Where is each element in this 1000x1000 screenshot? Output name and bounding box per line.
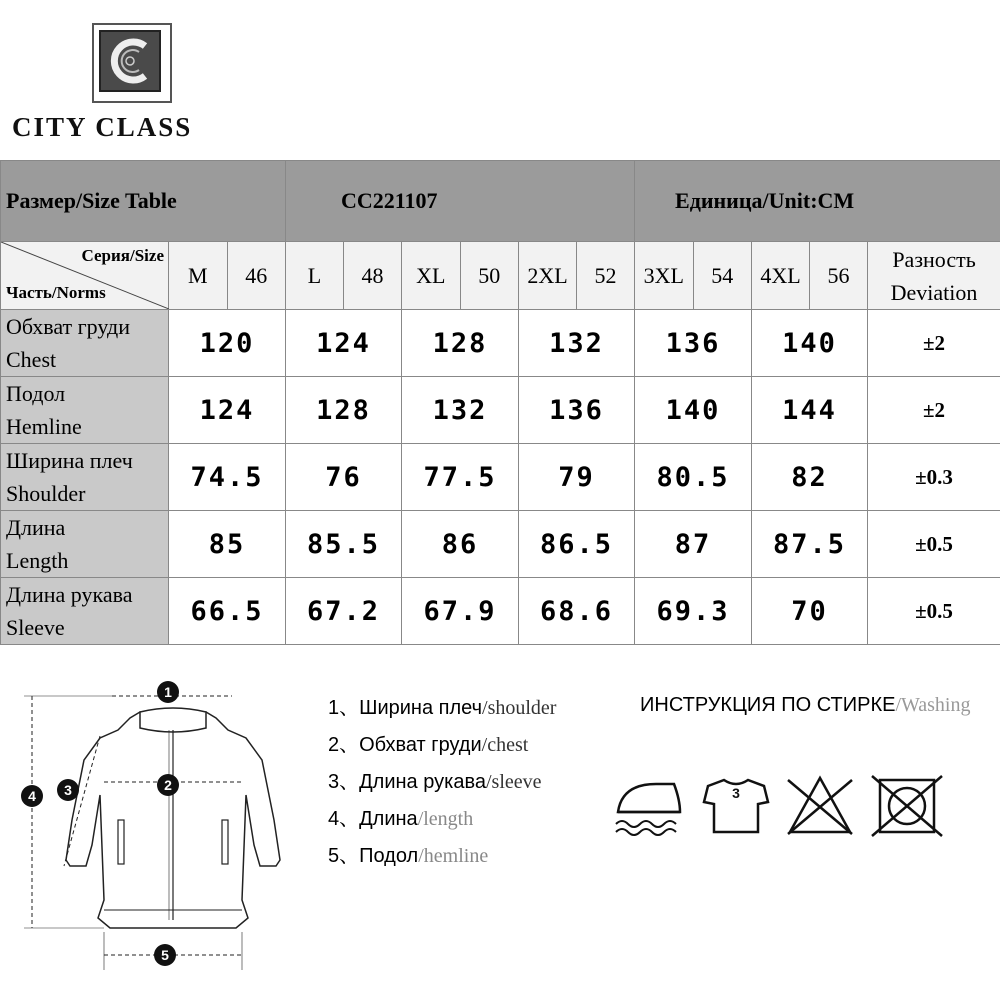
table-cell: 136 [635, 310, 752, 377]
deviation-cell: ±0.3 [868, 444, 1000, 511]
table-cell: 128 [286, 377, 402, 444]
table-cell: 132 [402, 377, 519, 444]
size-header-xl [402, 242, 519, 310]
table-cell: 69.3 [635, 578, 752, 645]
legend-number: 3、 [328, 771, 360, 793]
dry-clean-mark: 3 [732, 785, 740, 801]
legend-item [328, 690, 556, 727]
table-cell: 140 [635, 377, 752, 444]
legend-number: 4、 [328, 808, 360, 830]
marker-5-label: 5 [161, 947, 169, 963]
legend-item [328, 727, 556, 764]
deviation-header-en: Deviation [890, 279, 978, 305]
size-label: 4XL [752, 242, 810, 309]
size-label: M [169, 242, 228, 309]
jacket-diagram [0, 670, 290, 990]
row-label [1, 310, 169, 377]
do-not-tumble-dry-icon [872, 776, 942, 836]
size-header-l [286, 242, 402, 310]
size-number: 46 [245, 262, 268, 288]
size-label: XL [402, 242, 461, 309]
row-label [1, 444, 169, 511]
row-label-en: Length [6, 548, 69, 573]
table-cell: 77.5 [402, 444, 519, 511]
product-code: CC221107 [286, 161, 635, 242]
deviation-header [868, 242, 1000, 310]
legend-ru: Длина рукава [359, 771, 486, 793]
row-label-en: Sleeve [6, 615, 65, 640]
legend-en: /hemline [418, 845, 489, 867]
deviation-header-ru: Разность [892, 246, 976, 272]
marker-1-label: 1 [164, 684, 172, 700]
deviation-cell: ±0.5 [868, 578, 1000, 645]
marker-3-label: 3 [64, 782, 72, 798]
legend-item [328, 764, 556, 801]
table-cell: 128 [402, 310, 519, 377]
size-number: 52 [594, 262, 617, 288]
table-cell: 85 [169, 511, 286, 578]
table-cell: 86 [402, 511, 519, 578]
size-number: 50 [478, 262, 501, 288]
table-cell: 67.2 [286, 578, 402, 645]
row-label-en: Chest [6, 347, 57, 372]
table-cell: 85.5 [286, 511, 402, 578]
row-label-en: Shoulder [6, 481, 86, 506]
marker-2-label: 2 [164, 777, 172, 793]
table-cell: 66.5 [169, 578, 286, 645]
size-header-3xl [635, 242, 752, 310]
size-header-4xl [752, 242, 868, 310]
table-cell: 67.9 [402, 578, 519, 645]
table-cell: 136 [519, 377, 635, 444]
table-cell: 68.6 [519, 578, 635, 645]
row-label [1, 511, 169, 578]
row-label [1, 578, 169, 645]
size-label: 3XL [635, 242, 694, 309]
size-label: 2XL [519, 242, 577, 309]
row-label-ru: Длина [6, 515, 66, 540]
table-cell: 74.5 [169, 444, 286, 511]
unit-label: Единица/Unit:CM [635, 161, 1000, 242]
table-cell: 80.5 [635, 444, 752, 511]
row-label [1, 377, 169, 444]
deviation-cell: ±0.5 [868, 511, 1000, 578]
row-label-en: Hemline [6, 414, 82, 439]
iron-icon [616, 784, 680, 835]
table-cell: 144 [752, 377, 868, 444]
legend-ru: Обхват груди [359, 734, 482, 756]
size-header-2xl [519, 242, 635, 310]
legend-item [328, 838, 556, 875]
table-row [1, 377, 1000, 444]
legend-en: /shoulder [482, 697, 557, 719]
row-label-ru: Ширина плеч [6, 448, 133, 473]
legend-ru: Подол [359, 845, 419, 867]
legend-number: 5、 [328, 845, 360, 867]
logo-c-icon [101, 32, 159, 90]
size-label: L [286, 242, 344, 309]
logo-emblem [99, 30, 161, 92]
marker-4-label: 4 [28, 788, 36, 804]
table-cell: 124 [169, 377, 286, 444]
legend-en: /sleeve [485, 771, 542, 793]
measurement-legend [328, 690, 556, 875]
table-cell: 124 [286, 310, 402, 377]
do-not-bleach-icon [788, 778, 852, 834]
table-cell: 70 [752, 578, 868, 645]
deviation-cell: ±2 [868, 377, 1000, 444]
table-cell: 86.5 [519, 511, 635, 578]
legend-en: /chest [481, 734, 529, 756]
row-label-ru: Обхват груди [6, 314, 130, 339]
corner-norms-label: Часть/Norms [6, 283, 106, 302]
washing-title [640, 694, 971, 717]
deviation-cell: ±2 [868, 310, 1000, 377]
size-table [0, 160, 1000, 648]
corner-size-label: Серия/Size [81, 246, 164, 265]
table-cell: 76 [286, 444, 402, 511]
size-number: 56 [827, 262, 850, 288]
table-cell: 140 [752, 310, 868, 377]
legend-ru: Ширина плеч [359, 697, 483, 719]
dry-clean-icon [704, 780, 768, 832]
row-label-ru: Подол [6, 381, 66, 406]
table-title: Размер/Size Table [1, 161, 286, 242]
legend-ru: Длина [359, 808, 418, 830]
size-number: 48 [361, 262, 384, 288]
brand-name: CITY CLASS [12, 112, 193, 142]
brand-logo [92, 23, 172, 103]
table-cell: 132 [519, 310, 635, 377]
legend-en: /length [417, 808, 474, 830]
table-row [1, 511, 1000, 578]
table-cell: 82 [752, 444, 868, 511]
legend-number: 2、 [328, 734, 360, 756]
washing-icons [608, 774, 958, 845]
legend-item [328, 801, 556, 838]
washing-title-en: /Washing [895, 694, 971, 716]
size-header-m [169, 242, 286, 310]
table-cell: 87.5 [752, 511, 868, 578]
legend-number: 1、 [328, 697, 360, 719]
table-row [1, 310, 1000, 377]
size-number: 54 [711, 262, 734, 288]
table-cell: 87 [635, 511, 752, 578]
table-row [1, 578, 1000, 645]
row-label-ru: Длина рукава [6, 582, 133, 607]
corner-cell [1, 242, 169, 310]
washing-title-ru: ИНСТРУКЦИЯ ПО СТИРКЕ [640, 694, 896, 716]
table-row [1, 444, 1000, 511]
jacket-illustration [0, 670, 290, 990]
table-cell: 120 [169, 310, 286, 377]
table-cell: 79 [519, 444, 635, 511]
